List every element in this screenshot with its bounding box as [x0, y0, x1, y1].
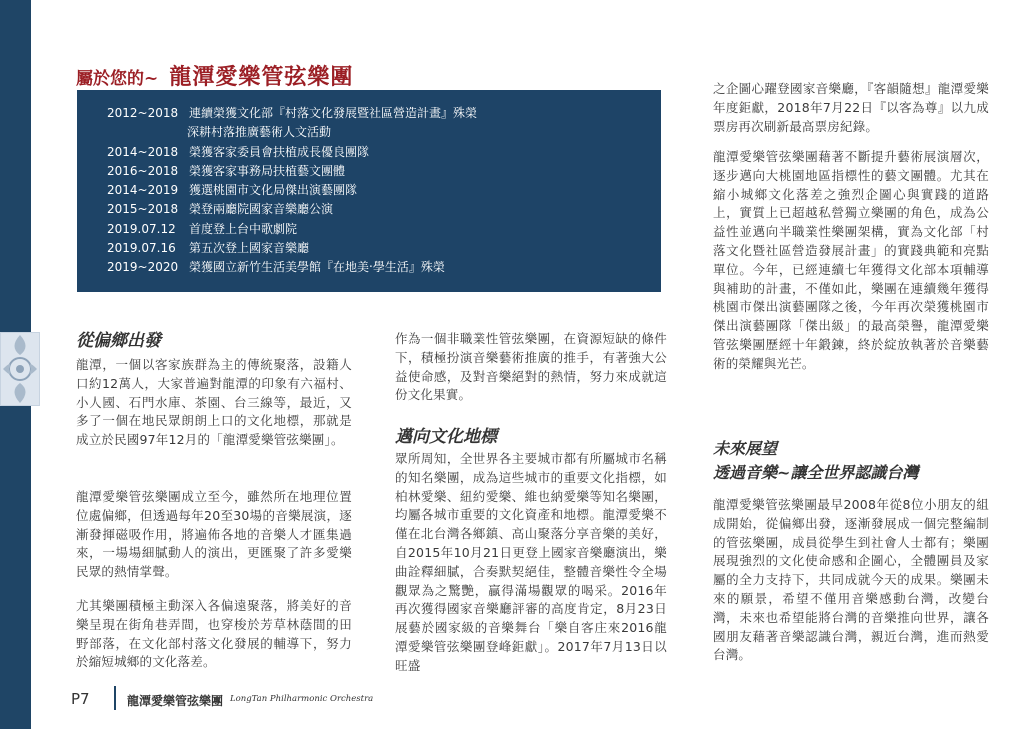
- footer-orchestra-name: 龍潭愛樂管弦樂團: [127, 694, 224, 708]
- timeline-text: 第五次登上國家音樂廳: [189, 241, 310, 256]
- footer-orchestra-name-en: LongTan Philharmonic Orchestra: [230, 694, 374, 704]
- timeline-row: [77, 200, 661, 219]
- timeline-row: [77, 181, 661, 200]
- section-title-city: 邁向文化地標: [395, 427, 497, 447]
- paragraph-mission: 作為一個非職業性管弦樂團，在資源短缺的條件下，積極扮演音樂藝術推廣的推手，有著強大公益使命感，及對音樂絕對的熱情，努力來成就這份文化果實。: [395, 331, 667, 403]
- timeline-text: 榮獲國立新竹生活美學館『在地美‧學生活』殊榮: [189, 260, 445, 275]
- section-title-future: 未來展望: [713, 439, 778, 458]
- timeline-text: 獲選桃園市文化局傑出演藝團隊: [189, 183, 358, 198]
- timeline-row: [77, 220, 661, 239]
- timeline-year: 2019~2020: [107, 260, 179, 275]
- timeline-text: 深耕村落推廣藝術人文活動: [187, 125, 332, 140]
- timeline-year: 2019.07.16: [107, 241, 176, 256]
- paragraph-landmark: 眾所周知，全世界各主要城市都有所屬城市名稱的知名樂團，成為這些城市的重要文化指標，如柏林愛樂、紐約愛樂、維也納愛樂等知名樂團，均屬各城市重要的文化資產和地標。龍潭愛樂不僅在北台灣各鄉鎮、高山聚落分享音樂的美好，自2015年10月21日更登上國家音樂廳演出，樂曲詮釋細膩，合奏默契絕佳，整體音樂性令全場觀眾為之驚艷，贏得滿場觀眾的喝采。2016年再次獲得國家音樂廳評審的高度肯定，8月23日展藝於國家級的音樂舞台「樂自客庄來2016龍潭愛樂管弦樂團登峰鉅獻」。2017年7月13日以旺盛: [395, 451, 667, 673]
- timeline-row: [77, 239, 661, 258]
- timeline-text: 首度登上台中歌劇院: [189, 221, 298, 236]
- timeline-row: [77, 104, 661, 123]
- timeline-row: [77, 258, 661, 277]
- timeline-year: 2019.07.12: [107, 221, 176, 236]
- timeline-year: 2014~2019: [107, 183, 179, 198]
- timeline-text: 榮獲客家委員會扶植成長優良團隊: [189, 144, 370, 159]
- timeline-text: 榮登兩廳院國家音樂廳公演: [189, 202, 334, 217]
- paragraph-concert-hall: 之企圖心躍登國家音樂廳，『客韻隨想』龍潭愛樂年度鉅獻，2018年7月22日『以客為尊』以九成票房再次刷新最高票房紀錄。: [713, 81, 989, 134]
- page-title: [76, 54, 353, 92]
- paragraph-achievement: 龍潭愛樂管弦樂團藉著不斷提升藝術展演層次，逐步邁向大桃園地區指標性的藝文團體。尤其在縮小城鄉文化落差之強烈企圖心與實踐的道路上，實質上已超越私營獨立樂團的角色，成為公益性並邁向半職業性樂團架構，實為文化部「村落文化暨社區營造發展計畫」的實踐典範和亮點單位。今年，已經連續七年獲得文化部本項輔導與補助的計畫，不僅如此，樂團在連續幾年獲得桃園市傑出演藝團隊之後，今年再次榮獲桃園市傑出演藝團隊「傑出級」的最高榮譽，龍潭愛樂管弦樂團歷經十年鍛鍊，終於綻放執著於音樂藝術的榮耀與光芒。: [713, 149, 989, 371]
- timeline-year: 2014~2018: [107, 144, 179, 159]
- timeline-year: 2016~2018: [107, 163, 179, 178]
- paragraph-intro: 龍潭，一個以客家族群為主的傳統聚落，設籍人口約12萬人，大家普遍對龍潭的印象有六福村、小人國、石門水庫、茶園、台三線等，最近，又多了一個在地民眾朗朗上口的文化地標，那就是成立於民國97年12月的「龍潭愛樂管弦樂團」。: [76, 357, 352, 448]
- timeline-text: 榮獲客家事務局扶植藝文團體: [189, 163, 346, 178]
- paragraph-outreach: 尤其樂團積極主動深入各偏遠聚落，將美好的音樂呈現在街角巷弄間，也穿梭於芳草林蔭間的田野部落，在文化部村落文化發展的輔導下，努力於縮短城鄉的文化落差。: [76, 598, 352, 670]
- timeline-row: [77, 143, 661, 162]
- page-number: P7: [71, 690, 90, 708]
- milestone-timeline-box: [77, 90, 661, 292]
- footer-divider: [114, 686, 116, 710]
- timeline-row: [77, 123, 661, 142]
- section-title-origin: 從偏鄉出發: [76, 331, 161, 351]
- floral-ornament-icon: [0, 332, 40, 406]
- section-subtitle-future: 透過音樂~讓全世界認識台灣: [713, 463, 919, 482]
- timeline-year: 2015~2018: [107, 202, 179, 217]
- timeline-row: [77, 162, 661, 181]
- paragraph-growth: 龍潭愛樂管弦樂團成立至今，雖然所在地理位置位處偏鄉，但透過每年20至30場的音樂展演，逐漸發揮磁吸作用，將遍佈各地的音樂人才匯集過來，一場場細膩動人的演出，更匯聚了許多愛樂民眾的熱情掌聲。: [76, 489, 352, 580]
- timeline-text: 連續榮獲文化部『村落文化發展暨社區營造計畫』殊榮: [189, 106, 478, 120]
- timeline-year: 2012~2018: [107, 106, 179, 120]
- page-title-name: 龍潭愛樂管弦樂團: [169, 64, 354, 90]
- paragraph-vision: 龍潭愛樂管弦樂團最早2008年從8位小朋友的組成開始，從偏鄉出發，逐漸發展成一個完整編制的管弦樂團，成員從學生到社會人士都有；樂團展現強烈的文化使命感和企圖心，全體團員及家屬的全力支持下，共同成就今天的成果。樂團未來的願景，希望不僅用音樂感動台灣，改變台灣，未來也希望能將台灣的音樂推向世界，讓各國朋友藉著音樂認識台灣，親近台灣，進而熱愛台灣。: [713, 497, 989, 663]
- page-title-prefix: 屬於您的~: [76, 69, 159, 89]
